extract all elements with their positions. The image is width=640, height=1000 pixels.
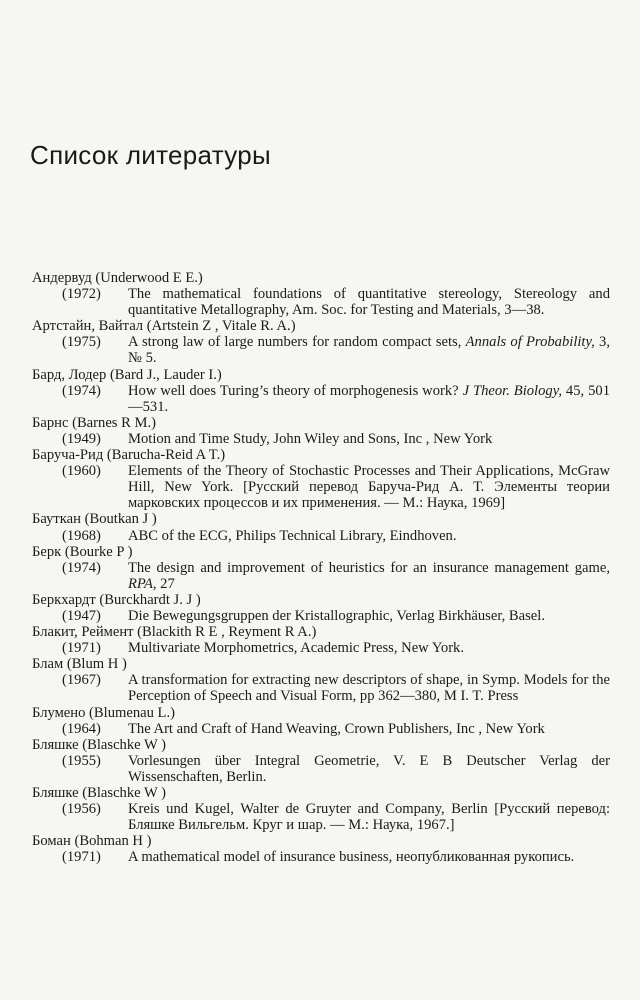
reference-entry — [30, 753, 610, 785]
reference-entry — [30, 801, 610, 833]
reference-year: (1974) — [62, 382, 101, 399]
reference-text — [128, 608, 610, 624]
reference-entry — [30, 721, 610, 737]
reference-year: (1974) — [62, 559, 101, 576]
reference-text-main: The Art and Craft of Hand Weaving, Crown Publishers, Inc , New York — [128, 720, 545, 737]
reference-text — [128, 560, 610, 592]
reference-text-main: Vorlesungen über Integral Geometrie, V. E B Deutscher Verlag der Wissenschaften, Berlin. — [128, 752, 610, 785]
reference-year: (1956) — [62, 801, 101, 818]
reference-author: Берк (Bourke P ) — [32, 543, 133, 560]
reference-text-main: The mathematical foundations of quantitative stereology, Stereology and quantitative Metallography, Am. Soc. for Testing and Materials, 3—38. — [128, 286, 610, 319]
reference-list — [30, 270, 610, 865]
reference-year: (1971) — [62, 849, 101, 866]
reference-text-main: ABC of the ECG, Philips Technical Library, Eindhoven. — [128, 527, 457, 544]
reference-journal: Annals of Probability, — [465, 334, 595, 351]
reference-author: Блумено (Blumenau L.) — [32, 704, 175, 721]
reference-entry — [30, 640, 610, 656]
reference-journal: RPA, — [128, 575, 157, 592]
reference-text — [128, 431, 610, 447]
reference-entry — [30, 463, 610, 511]
reference-entry — [30, 528, 610, 544]
reference-year: (1975) — [62, 334, 101, 351]
reference-author: Андервуд (Underwood E E.) — [32, 270, 203, 286]
reference-year: (1947) — [62, 607, 101, 624]
reference-text-tail: 45, 501—531. — [128, 382, 610, 415]
reference-text — [128, 721, 610, 737]
reference-year: (1968) — [62, 527, 101, 544]
reference-text-main: Multivariate Morphometrics, Academic Press, New York. — [128, 640, 465, 657]
reference-text-main: A strong law of large numbers for random compact sets, — [128, 334, 462, 351]
reference-entry — [30, 431, 610, 447]
reference-entry — [30, 383, 610, 415]
reference-year: (1964) — [62, 720, 101, 737]
page-title: Список литературы — [30, 140, 272, 170]
reference-text — [128, 672, 610, 704]
reference-author: Бляшке (Blaschke W ) — [32, 736, 167, 753]
reference-text — [128, 286, 610, 318]
reference-entry — [30, 334, 610, 366]
reference-year: (1967) — [62, 672, 101, 689]
reference-author: Блам (Blum H ) — [32, 656, 127, 673]
reference-year: (1972) — [62, 286, 101, 303]
reference-author: Бляшке (Blaschke W ) — [32, 785, 167, 801]
reference-text — [128, 801, 610, 833]
reference-year: (1971) — [62, 640, 101, 657]
reference-text — [128, 463, 610, 511]
reference-year: (1960) — [62, 463, 101, 480]
reference-author: Блакит, Реймент (Blackith R E , Reyment R A.) — [32, 624, 317, 641]
reference-entry — [30, 286, 610, 318]
reference-text — [128, 383, 610, 415]
reference-entry — [30, 560, 610, 592]
reference-text — [128, 849, 610, 865]
reference-text-main: The design and improvement of heuristics for an insurance management game, — [128, 559, 610, 576]
reference-entry — [30, 608, 610, 624]
reference-text-main: Kreis und Kugel, Walter de Gruyter and Company, Berlin [Русский перевод: Бляшке Вильгельм. Круг и шар. — М.: Наука, 1967.] — [128, 801, 610, 834]
reference-entry — [30, 672, 610, 704]
reference-year: (1955) — [62, 752, 101, 769]
reference-text-main: How well does Turing’s theory of morphogenesis work? — [128, 382, 459, 399]
reference-author: Бауткан (Boutkan J ) — [32, 511, 157, 528]
reference-author: Бард, Лодер (Bard J., Lauder I.) — [32, 366, 222, 383]
reference-text — [128, 334, 610, 366]
reference-author: Барнс (Barnes R M.) — [32, 414, 156, 431]
reference-author: Боман (Bohman H ) — [32, 833, 152, 850]
reference-text — [128, 528, 610, 544]
reference-author: Артстайн, Вайтал (Artstein Z , Vitale R. A.) — [32, 318, 296, 335]
reference-text-tail: 3, № 5. — [128, 334, 611, 367]
reference-journal: J Theor. Biology, — [462, 382, 563, 399]
reference-author: Беркхардт (Burckhardt J. J ) — [32, 591, 201, 608]
reference-text — [128, 753, 610, 785]
reference-author: Баруча-Рид (Barucha-Reid A T.) — [32, 447, 226, 464]
reference-text-main: Die Bewegungsgruppen der Kristallographic, Verlag Birkhäuser, Basel. — [128, 607, 545, 624]
reference-year: (1949) — [62, 430, 101, 447]
reference-text-tail: 27 — [156, 575, 175, 592]
reference-text-main: Elements of the Theory of Stochastic Processes and Their Applications, McGraw Hill, New York. [Русский перевод Баруча-Рид А. Т. Элементы теории марковских процессов и их применения. — М.: Наука, 1969] — [128, 463, 610, 512]
reference-text-main: Motion and Time Study, John Wiley and Sons, Inc , New York — [128, 430, 493, 447]
reference-text-main: A mathematical model of insurance business, неопубликованная рукопись. — [128, 849, 575, 866]
reference-entry — [30, 849, 610, 865]
reference-text-main: A transformation for extracting new descriptors of shape, in Symp. Models for the Perception of Speech and Visual Form, pp 362—380, M I. T. Press — [128, 672, 610, 705]
reference-text — [128, 640, 610, 656]
